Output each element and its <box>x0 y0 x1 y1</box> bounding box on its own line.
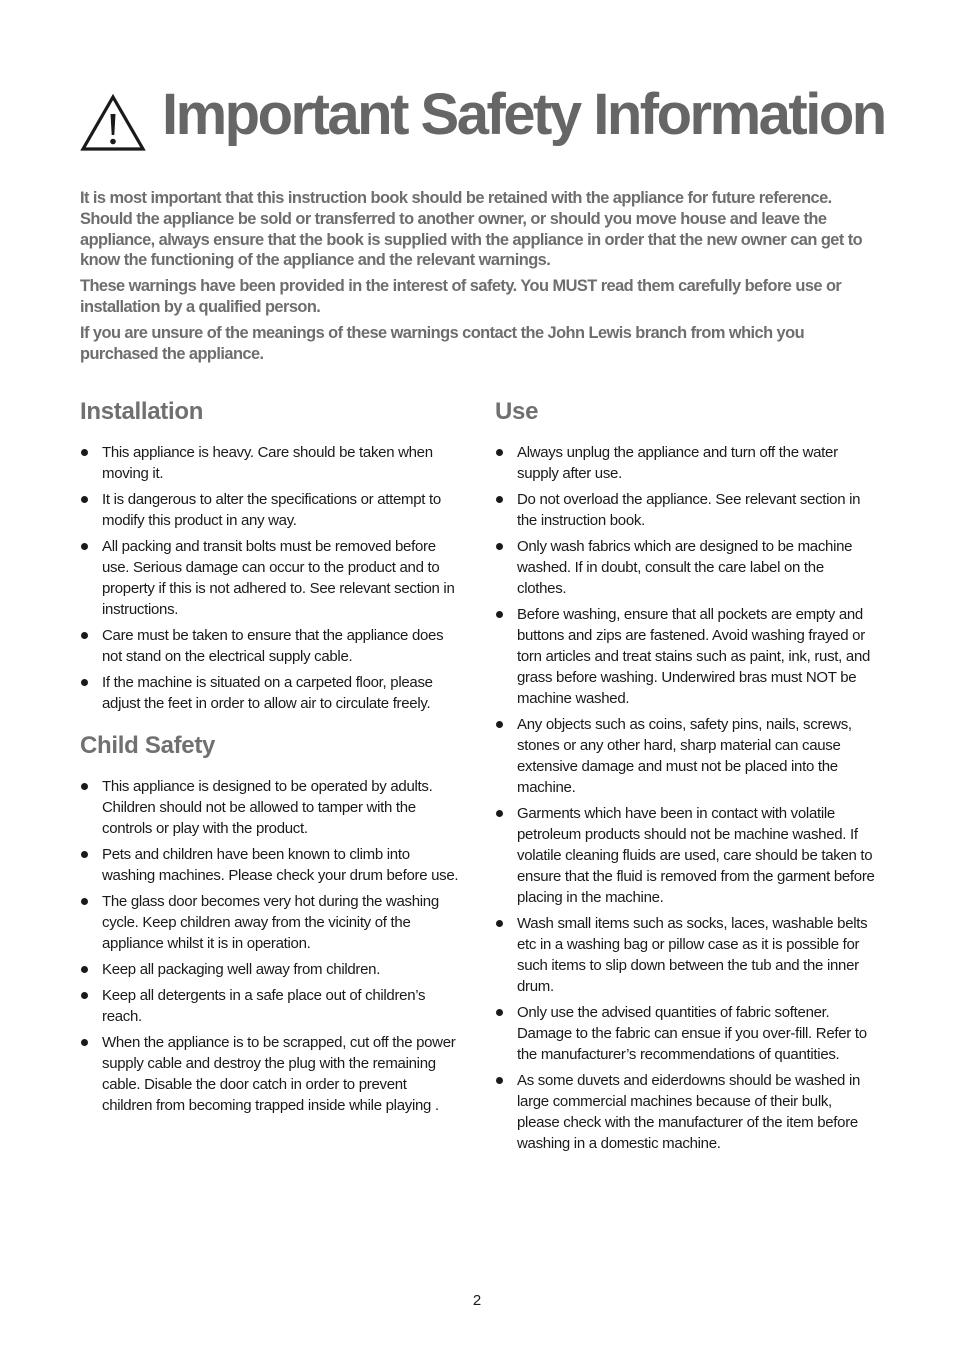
title-row <box>80 78 900 158</box>
list-item-text: Only use the advised quantities of fabric softener. Damage to the fabric can ensue if you over-fill. Refer to the manufacturer’s recommendations of quantities. <box>517 1004 867 1063</box>
bullet-icon <box>496 920 503 927</box>
bullet-icon <box>496 1077 503 1084</box>
list-item <box>495 604 875 709</box>
use-list <box>495 442 875 1154</box>
intro-text <box>80 188 876 369</box>
list-item <box>80 891 460 954</box>
list-item-text: Always unplug the appliance and turn off the water supply after use. <box>517 444 838 482</box>
bullet-icon <box>81 543 88 550</box>
child-safety-list <box>80 776 460 1116</box>
list-item-text: Pets and children have been known to climb into washing machines. Please check your drum before use. <box>102 846 459 884</box>
bullet-icon <box>81 1039 88 1046</box>
right-column <box>495 396 875 1159</box>
bullet-icon <box>496 611 503 618</box>
list-item-text: Wash small items such as socks, laces, washable belts etc in a washing bag or pillow case as it is possible for such items to slip down between the tub and the inner drum. <box>517 915 868 995</box>
list-item <box>80 1032 460 1116</box>
page-number: 2 <box>472 1292 482 1309</box>
bullet-icon <box>81 992 88 999</box>
installation-list <box>80 442 460 714</box>
list-item-text: If the machine is situated on a carpeted floor, please adjust the feet in order to allow air to circulate freely. <box>102 674 433 712</box>
list-item <box>495 442 875 484</box>
bullet-icon <box>496 810 503 817</box>
bullet-icon <box>496 1009 503 1016</box>
bullet-icon <box>496 496 503 503</box>
list-item <box>80 844 460 886</box>
bullet-icon <box>81 966 88 973</box>
left-column <box>80 396 460 1121</box>
list-item-text: When the appliance is to be scrapped, cut off the power supply cable and destroy the plug with the remaining cable. Disable the door catch in order to prevent children from becoming trapped inside while playing . <box>102 1034 456 1114</box>
list-item-text: This appliance is heavy. Care should be taken when moving it. <box>102 444 433 482</box>
list-item <box>80 536 460 620</box>
list-item <box>495 1002 875 1065</box>
list-item-text: This appliance is designed to be operated by adults. Children should not be allowed to tamper with the controls or play with the product. <box>102 778 433 837</box>
child-safety-heading: Child Safety <box>80 732 216 759</box>
bullet-icon <box>81 783 88 790</box>
bullet-icon <box>496 449 503 456</box>
intro-paragraph: If you are unsure of the meanings of these warnings contact the John Lewis branch from which you purchased the appliance. <box>80 323 805 363</box>
list-item <box>80 959 460 980</box>
list-item-text: Do not overload the appliance. See relevant section in the instruction book. <box>517 491 861 529</box>
list-item <box>495 803 875 908</box>
list-item-text: Garments which have been in contact with volatile petroleum products should not be machine washed. If volatile cleaning fluids are used, care should be taken to ensure that the fluid is removed from the garment before placing in the machine. <box>517 805 875 906</box>
list-item-text: The glass door becomes very hot during the washing cycle. Keep children away from the vicinity of the appliance whilst it is in operation. <box>102 893 439 952</box>
intro-paragraph: These warnings have been provided in the interest of safety. You MUST read them carefully before use or installation by a qualified person. <box>80 277 842 316</box>
list-item <box>80 776 460 839</box>
list-item <box>495 536 875 599</box>
list-item-text: Keep all detergents in a safe place out of children’s reach. <box>102 987 426 1025</box>
list-item-text: Care must be taken to ensure that the appliance does not stand on the electrical supply cable. <box>102 627 444 665</box>
list-item <box>495 1070 875 1154</box>
list-item <box>80 442 460 484</box>
list-item-text: As some duvets and eiderdowns should be washed in large commercial machines because of their bulk, please check with the manufacturer of the item before washing in a domestic machine. <box>517 1072 861 1152</box>
bullet-icon <box>496 721 503 728</box>
list-item <box>495 913 875 997</box>
page-title: Important Safety Information <box>162 82 885 147</box>
list-item <box>495 489 875 531</box>
bullet-icon <box>81 898 88 905</box>
list-item <box>80 489 460 531</box>
warning-triangle-icon <box>80 94 146 152</box>
list-item <box>80 625 460 667</box>
list-item <box>495 714 875 798</box>
list-item-text: Keep all packaging well away from children. <box>102 961 381 978</box>
bullet-icon <box>81 679 88 686</box>
bullet-icon <box>81 851 88 858</box>
bullet-icon <box>81 632 88 639</box>
installation-heading: Installation <box>80 398 204 425</box>
list-item-text: Only wash fabrics which are designed to be machine washed. If in doubt, consult the care label on the clothes. <box>517 538 853 597</box>
list-item <box>80 672 460 714</box>
list-item <box>80 985 460 1027</box>
intro-paragraph: It is most important that this instruction book should be retained with the appliance for future reference. Should the appliance be sold or transferred to another owner, or should you move house and leave the appliance, always ensure that the book is supplied with the appliance in order that the new owner can get to know the functioning of the appliance and the relevant warnings. <box>80 189 863 270</box>
list-item-text: It is dangerous to alter the specifications or attempt to modify this product in any way. <box>102 491 441 529</box>
list-item-text: Before washing, ensure that all pockets are empty and buttons and zips are fastened. Avoid washing frayed or torn articles and treat stains such as paint, ink, rust, and grass before washing. Underwired bras must NOT be machine washed. <box>517 606 871 707</box>
bullet-icon <box>81 496 88 503</box>
bullet-icon <box>81 449 88 456</box>
list-item-text: All packing and transit bolts must be removed before use. Serious damage can occur to the product and to property if this is not adhered to. See relevant section in instructions. <box>102 538 455 618</box>
list-item-text: Any objects such as coins, safety pins, nails, screws, stones or any other hard, sharp material can cause extensive damage and must not be placed into the machine. <box>517 716 852 796</box>
bullet-icon <box>496 543 503 550</box>
use-heading: Use <box>495 398 539 425</box>
